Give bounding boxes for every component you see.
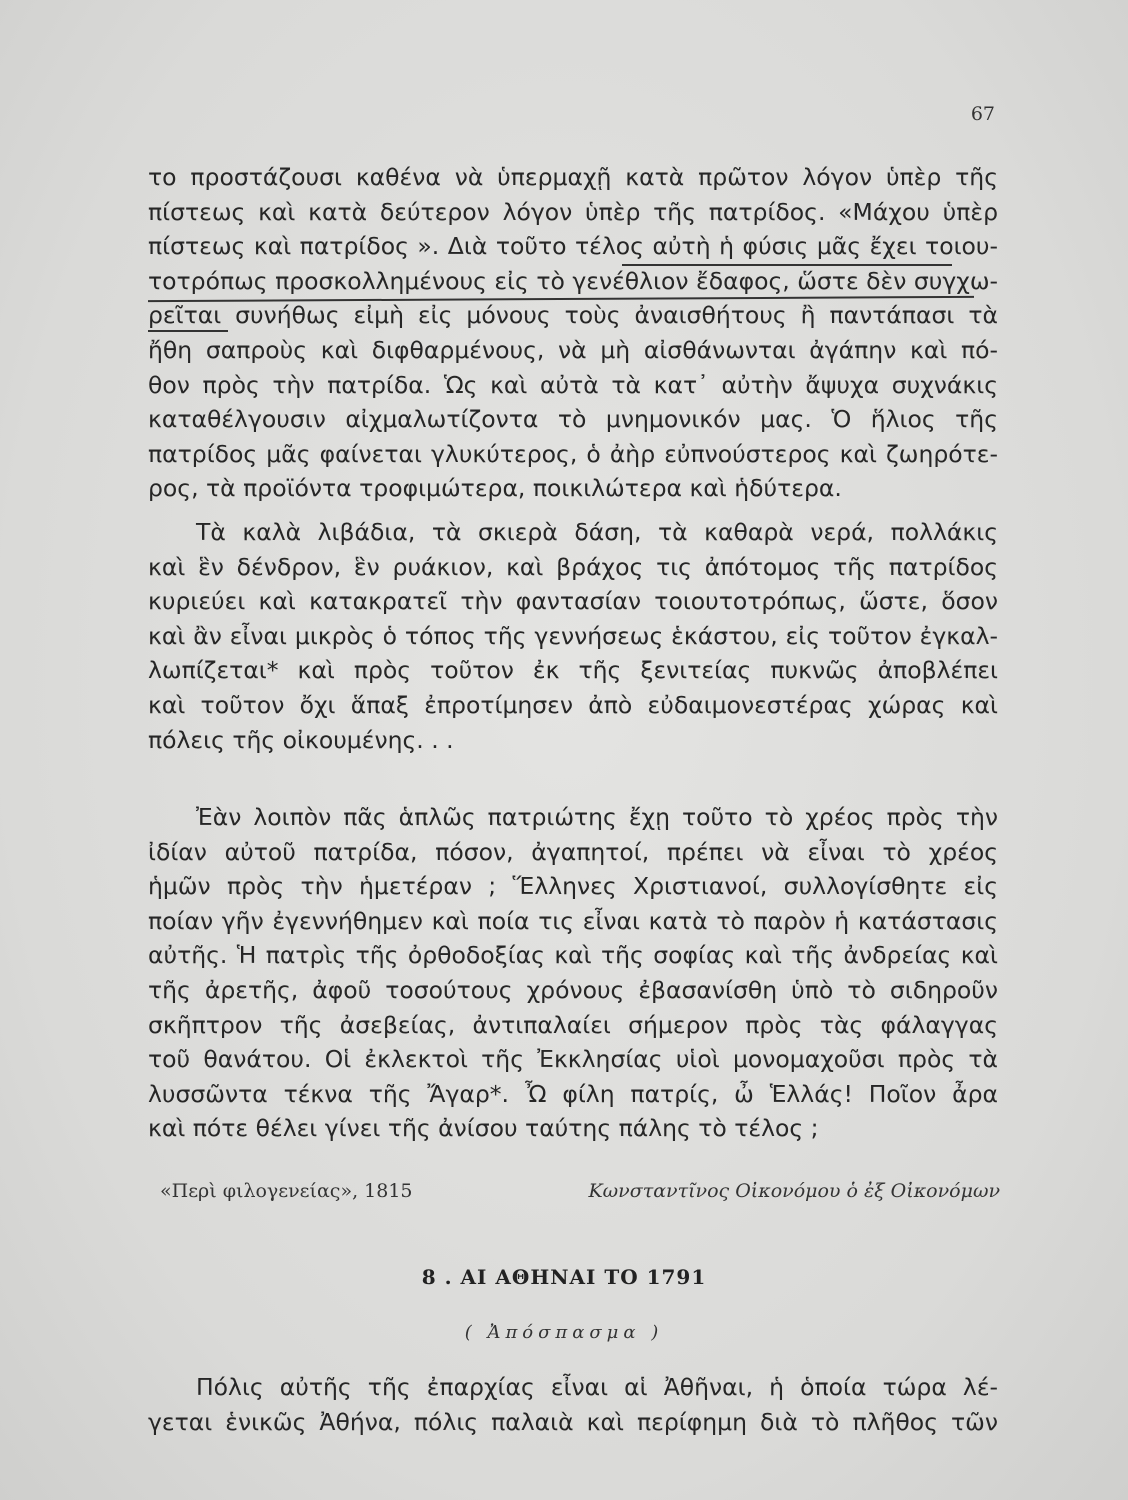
- section-title: 8 . ΑΙ ΑΘΗΝΑΙ ΤΟ 1791: [421, 1265, 707, 1289]
- text-line: ρεῖται συνήθως εἰμὴ εἰς μόνους τοὺς ἀναισθήτους ἢ παντάπασι τὰ: [148, 301, 998, 330]
- text-line: πατρίδος μᾶς φαίνεται γλυκύτερος, ὁ ἀὴρ εὐπνούστερος καὶ ζωηρότε-: [148, 439, 998, 468]
- text-line: καὶ ἂν εἶναι μικρὸς ὁ τόπος τῆς γεννήσεως ἑκάστου, εἰς τοῦτον ἐγκαλ-: [148, 621, 998, 650]
- text-line: αὐτῆς. Ἡ πατρὶς τῆς ὀρθοδοξίας καὶ τῆς σοφίας καὶ τῆς ἀνδρείας καὶ: [148, 941, 998, 970]
- text-line: λωπίζεται* καὶ πρὸς τοῦτον ἐκ τῆς ξενιτείας πυκνῶς ἀποβλέπει: [148, 656, 998, 685]
- page-number: 67: [970, 103, 995, 125]
- text-line: γεται ἑνικῶς Ἀθήνα, πόλις παλαιὰ καὶ περίφημη διὰ τὸ πλῆθος τῶν: [148, 1407, 998, 1436]
- text-line: πίστεως καὶ κατὰ δεύτερον λόγον ὑπὲρ τῆς πατρίδος. «Μάχου ὑπὲρ: [148, 197, 998, 226]
- pencil-underline: [148, 330, 228, 332]
- text-line: τοῦ θανάτου. Οἱ ἐκλεκτοὶ τῆς Ἐκκλησίας υἱοὶ μονομαχοῦσι πρὸς τὰ: [148, 1045, 998, 1074]
- text-line: λυσσῶντα τέκνα τῆς Ἄγαρ*. Ὦ φίλη πατρίς, ὦ Ἑλλάς! Ποῖον ἆρα: [148, 1079, 998, 1108]
- text-line: ἰδίαν αὐτοῦ πατρίδα, πόσον, ἀγαπητοί, πρέπει νὰ εἶναι τὸ χρέος: [148, 837, 998, 866]
- text-line: τοτρόπως προσκολλημένους εἰς τὸ γενέθλιον ἔδαφος, ὥστε δὲν συγχω-: [148, 266, 998, 295]
- text-line: σκῆπτρον τῆς ἀσεβείας, ἀντιπαλαίει σήμερον πρὸς τὰς φάλαγγας: [148, 1010, 998, 1039]
- citation-source: «Περὶ φιλογενείας», 1815: [160, 1180, 413, 1202]
- text-line: κυριεύει καὶ κατακρατεῖ τὴν φαντασίαν τοιουτοτρόπως, ὥστε, ὅσον: [148, 587, 998, 616]
- paragraph-3: [148, 800, 998, 1146]
- text-line: θον πρὸς τὴν πατρίδα. Ὡς καὶ αὐτὰ τὰ κατ᾽ αὐτὴν ἄψυχα συχνάκις: [148, 370, 998, 399]
- text-line: Πόλις αὐτῆς τῆς ἐπαρχίας εἶναι αἱ Ἀθῆναι, ἡ ὁποία τώρα λέ-: [196, 1373, 998, 1401]
- text-line: ρος, τὰ προϊόντα τροφιμώτερα, ποικιλώτερα καὶ ἡδύτερα.: [148, 474, 842, 503]
- paragraph-2: [148, 515, 998, 757]
- citation-author: Κωνσταντῖνος Οἰκονόμου ὁ ἐξ Οἰκονόμων: [588, 1180, 1000, 1202]
- text-line: τῆς ἀρετῆς, ἀφοῦ τοσούτους χρόνους ἐβασανίσθη ὑπὸ τὸ σιδηροῦν: [148, 975, 998, 1004]
- pencil-underline: [622, 264, 952, 266]
- paragraph-4: [148, 1370, 998, 1439]
- text-line: Τὰ καλὰ λιβάδια, τὰ σκιερὰ δάση, τὰ καθαρὰ νερά, πολλάκις: [196, 518, 998, 546]
- text-line: Ἐὰν λοιπὸν πᾶς ἁπλῶς πατριώτης ἔχῃ τοῦτο τὸ χρέος πρὸς τὴν: [196, 803, 998, 831]
- text-line: καὶ πότε θέλει γίνει τῆς ἀνίσου ταύτης πάλης τὸ τέλος ;: [148, 1114, 819, 1143]
- text-line: καὶ ἓν δένδρον, ἓν ρυάκιον, καὶ βράχος τις ἀπότομος τῆς πατρίδος: [148, 552, 998, 581]
- text-line: καὶ τοῦτον ὄχι ἅπαξ ἐπροτίμησεν ἀπὸ εὐδαιμονεστέρας χώρας καὶ: [148, 690, 998, 719]
- citation: [160, 1180, 1000, 1202]
- text-line: το προστάζουσι καθένα νὰ ὑπερμαχῇ κατὰ πρῶτον λόγον ὑπὲρ τῆς: [148, 163, 998, 191]
- text-line: ἡμῶν πρὸς τὴν ἡμετέραν ; Ἕλληνες Χριστιανοί, συλλογίσθητε εἰς: [148, 872, 998, 901]
- text-line: πίστεως καὶ πατρίδος ». Διὰ τοῦτο τέλος αὐτὴ ἡ φύσις μᾶς ἔχει τοιου-: [148, 232, 998, 261]
- paragraph-1: [148, 160, 998, 506]
- text-line: πόλεις τῆς οἰκουμένης. . .: [148, 725, 454, 754]
- text-line: ποίαν γῆν ἐγεννήθημεν καὶ ποία τις εἶναι κατὰ τὸ παρὸν ἡ κατάστασις: [148, 906, 998, 935]
- text-line: ἤθη σαπροὺς καὶ διφθαρμένους, νὰ μὴ αἰσθάνωνται ἀγάπην καὶ πό-: [148, 335, 998, 364]
- text-line: καταθέλγουσιν αἰχμαλωτίζοντα τὸ μνημονικόν μας. Ὁ ἥλιος τῆς: [148, 405, 998, 434]
- section-subtitle: ( Ἀπόσπασμα ): [464, 1322, 664, 1343]
